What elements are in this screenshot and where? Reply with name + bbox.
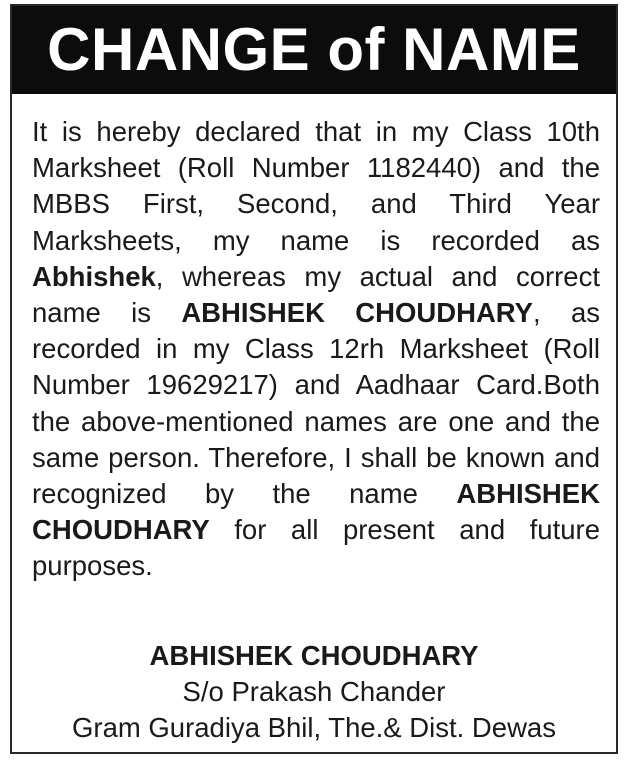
signatory-name: ABHISHEK CHOUDHARY <box>149 640 479 671</box>
correct-name: ABHISHEK CHOUDHARY <box>181 297 533 329</box>
signatory-relation: S/o Prakash Chander <box>182 676 446 708</box>
signatory-address: Gram Guradiya Bhil, The.& Dist. Dewas <box>72 712 556 744</box>
declaration-part-1: It is hereby declared that in my Class 10th Marksheet (Roll Number 1182440) and the MBBS First, Second, and Third Year Marksheets, my name is recorded as <box>32 116 600 256</box>
declaration-part-3: , as recorded in my Class 12rh Marksheet (Roll Number 19629217) and Aadhaar Card.Both the above-mentioned names are one and the same person. Therefore, I shall be known and recognized by the name <box>32 297 601 510</box>
signature-block <box>12 638 616 747</box>
declaration-part-2: , whereas my actual and correct name is <box>32 260 600 329</box>
notice-title: CHANGE of NAME <box>47 16 581 83</box>
recorded-name: Abhishek <box>32 260 156 292</box>
declaration-text <box>32 114 600 585</box>
declaration-part-4: for all present and future purposes. <box>32 514 600 582</box>
known-as-name: ABHISHEK CHOUDHARY <box>32 478 600 546</box>
change-of-name-notice <box>10 4 618 754</box>
notice-header <box>12 6 616 94</box>
